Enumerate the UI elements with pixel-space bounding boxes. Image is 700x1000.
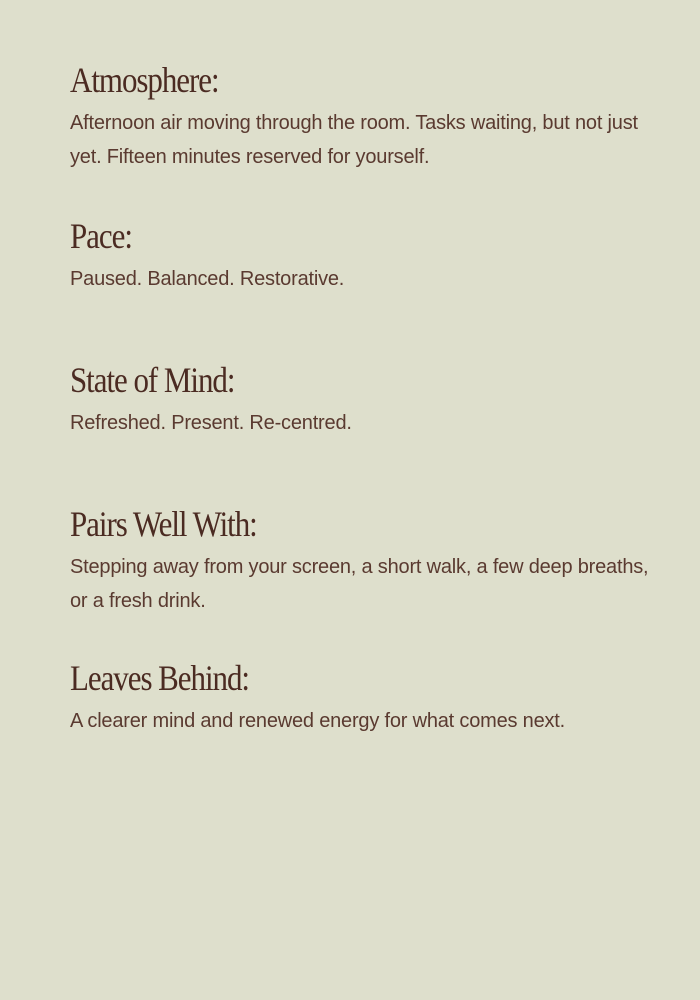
leaves-behind-text: A clearer mind and renewed energy for what comes next. bbox=[70, 710, 566, 732]
section-pace bbox=[70, 216, 650, 296]
pairs-well-with-heading: Pairs Well With: bbox=[70, 504, 257, 544]
atmosphere-heading: Atmosphere: bbox=[70, 60, 219, 100]
pairs-well-with-text: Stepping away from your screen, a short walk, a few deep breaths, or a fresh drink. bbox=[70, 556, 649, 612]
pace-text: Paused. Balanced. Restorative. bbox=[70, 268, 345, 290]
section-pairs-well-with bbox=[70, 504, 650, 618]
leaves-behind-heading: Leaves Behind: bbox=[70, 658, 250, 698]
section-leaves-behind bbox=[70, 658, 650, 738]
pace-heading: Pace: bbox=[70, 216, 132, 256]
state-of-mind-heading: State of Mind: bbox=[70, 360, 235, 400]
atmosphere-text: Afternoon air moving through the room. Tasks waiting, but not just yet. Fifteen minutes reserved for yourself. bbox=[70, 112, 638, 168]
section-state-of-mind bbox=[70, 360, 650, 440]
state-of-mind-text: Refreshed. Present. Re-centred. bbox=[70, 412, 352, 434]
section-atmosphere bbox=[70, 60, 650, 174]
